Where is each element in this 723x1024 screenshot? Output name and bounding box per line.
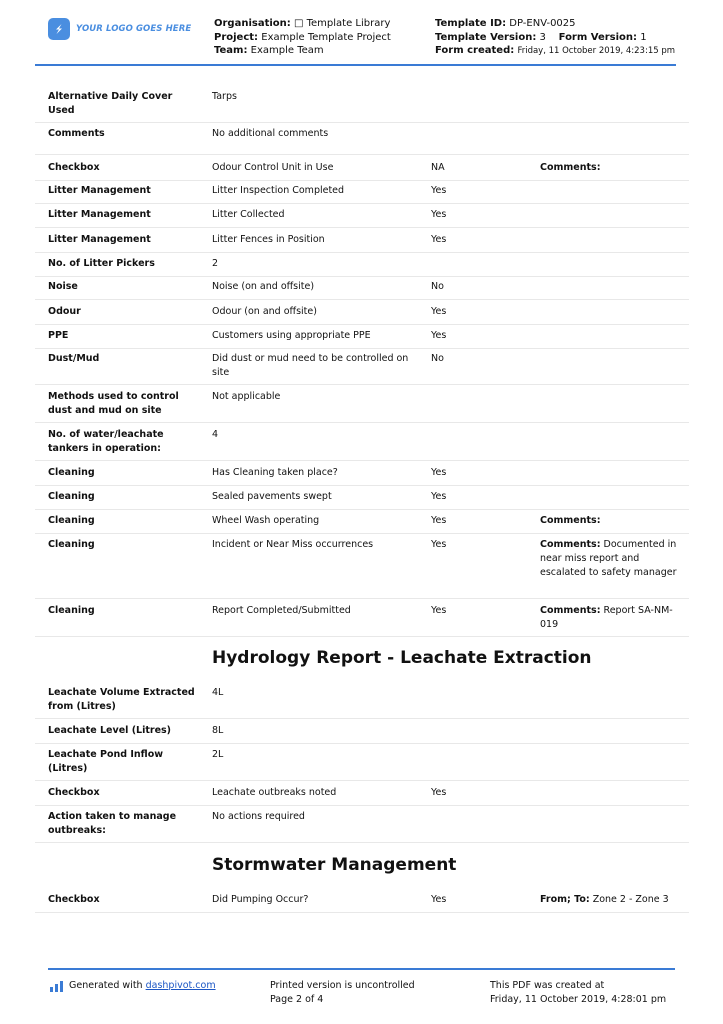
row-item: Report Completed/Submitted: [212, 605, 351, 616]
team-label: Team:: [214, 45, 248, 56]
row-item: Litter Inspection Completed: [212, 185, 345, 196]
footer-generated: [50, 979, 216, 993]
footer-created: [490, 979, 666, 1007]
row-item: Litter Collected: [212, 209, 285, 220]
row-label: Dust/Mud: [48, 353, 100, 364]
row-item: 2: [212, 258, 219, 269]
header-divider: [35, 64, 676, 66]
row-value: Yes: [431, 787, 447, 798]
row-label: Alternative Daily Cover Used: [48, 91, 173, 116]
table-row: [35, 208, 689, 228]
row-item: Litter Fences in Position: [212, 234, 325, 245]
row-comment: [540, 161, 685, 175]
comment-label: Comments:: [540, 515, 601, 526]
comment-label: From; To:: [540, 894, 590, 905]
row-item: Did dust or mud need to be controlled on site: [212, 353, 409, 378]
row-item: Odour (on and offsite): [212, 306, 317, 317]
row-value: Yes: [431, 515, 447, 526]
row-comment: [540, 893, 685, 907]
table-row: [35, 514, 689, 534]
row-item: Not applicable: [212, 391, 281, 402]
row-label: Checkbox: [48, 162, 100, 173]
table-row: [35, 604, 689, 637]
row-value: Yes: [431, 605, 447, 616]
row-item: No additional comments: [212, 128, 329, 139]
row-item: 8L: [212, 725, 224, 736]
row-label: Comments: [48, 128, 105, 139]
row-label: Action taken to manage outbreaks:: [48, 811, 177, 836]
page-number: Page 2 of 4: [270, 994, 324, 1005]
table-row: [35, 305, 689, 325]
comment-label: Comments:: [540, 539, 601, 550]
pdf-created-label: This PDF was created at: [490, 980, 605, 991]
template-version-label: Template Version:: [435, 31, 537, 43]
table-row: [35, 127, 689, 155]
row-label: Checkbox: [48, 787, 100, 798]
row-label: Cleaning: [48, 515, 95, 526]
row-item: Sealed pavements swept: [212, 491, 332, 502]
project-value: Example Template Project: [261, 31, 391, 43]
table-row: [35, 257, 689, 277]
row-item: Noise (on and offsite): [212, 281, 315, 292]
row-item: Has Cleaning taken place?: [212, 467, 338, 478]
row-label: No. of water/leachate tankers in operation:: [48, 429, 164, 454]
row-item: 4L: [212, 687, 224, 698]
section-title-stormwater: Stormwater Management: [212, 855, 457, 875]
row-label: Checkbox: [48, 894, 100, 905]
table-row: [35, 161, 689, 181]
row-item: Incident or Near Miss occurrences: [212, 539, 374, 550]
table-row: [35, 490, 689, 510]
row-value: Yes: [431, 894, 447, 905]
row-label: Cleaning: [48, 605, 95, 616]
comment-text: Report SA-NM-019: [540, 605, 673, 630]
row-value: No: [431, 353, 444, 364]
organisation-label: Organisation:: [214, 18, 291, 29]
table-row: [35, 810, 689, 843]
template-id-label: Template ID:: [435, 18, 507, 29]
section-title-hydrology: Hydrology Report - Leachate Extraction: [212, 648, 592, 668]
row-item: No actions required: [212, 811, 305, 822]
row-label: Leachate Volume Extracted from (Litres): [48, 687, 195, 712]
table-row: [35, 538, 689, 599]
row-value: Yes: [431, 467, 447, 478]
header-org-info: [214, 17, 391, 58]
row-value: No: [431, 281, 444, 292]
table-row: [35, 390, 689, 423]
row-value: NA: [431, 162, 445, 173]
row-item: Wheel Wash operating: [212, 515, 320, 526]
table-row: [35, 686, 689, 719]
row-label: Odour: [48, 306, 81, 317]
team-value: Example Team: [250, 45, 324, 56]
table-row: [35, 329, 689, 349]
row-label: Noise: [48, 281, 78, 292]
row-value: Yes: [431, 306, 447, 317]
footer-divider: [48, 968, 675, 970]
pdf-created-date: Friday, 11 October 2019, 4:28:01 pm: [490, 994, 667, 1005]
row-label: Litter Management: [48, 209, 151, 220]
form-version-value: 1: [640, 31, 647, 43]
dashpivot-link[interactable]: dashpivot.com: [145, 980, 216, 991]
row-value: Yes: [431, 491, 447, 502]
table-row: [35, 233, 689, 253]
row-item: Did Pumping Occur?: [212, 894, 309, 905]
row-value: Yes: [431, 185, 447, 196]
row-label: No. of Litter Pickers: [48, 258, 155, 269]
row-item: Odour Control Unit in Use: [212, 162, 334, 173]
row-item: Customers using appropriate PPE: [212, 330, 371, 341]
form-version-label: Form Version:: [558, 31, 638, 43]
comment-label: Comments:: [540, 162, 601, 173]
row-label: Cleaning: [48, 539, 95, 550]
table-row: [35, 184, 689, 204]
generated-prefix: Generated with: [69, 980, 143, 991]
comment-text: Zone 2 - Zone 3: [592, 894, 669, 905]
row-label: Leachate Level (Litres): [48, 725, 172, 736]
row-label: Leachate Pond Inflow (Litres): [48, 749, 164, 774]
header-template-info: [435, 17, 675, 59]
project-label: Project:: [214, 31, 259, 43]
table-row: [35, 724, 689, 744]
organisation-value: □ Template Library: [293, 18, 391, 29]
table-row: [35, 748, 689, 781]
footer-printed: [270, 979, 415, 1007]
row-value: Yes: [431, 330, 447, 341]
row-comment: [540, 538, 685, 580]
logo-text: YOUR LOGO GOES HERE: [76, 24, 192, 34]
row-comment: [540, 604, 685, 632]
row-label: Cleaning: [48, 491, 95, 502]
row-value: Yes: [431, 234, 447, 245]
form-created-label: Form created:: [435, 45, 515, 56]
company-logo: [48, 18, 191, 40]
row-label: Methods used to control dust and mud on site: [48, 391, 179, 416]
bar-chart-icon: [50, 981, 64, 992]
row-value: Yes: [431, 209, 447, 220]
table-row: [35, 893, 689, 913]
row-label: PPE: [48, 330, 69, 341]
table-row: [35, 280, 689, 300]
table-row: [35, 428, 689, 461]
table-row: [35, 466, 689, 486]
row-comment: [540, 514, 685, 528]
row-item: 2L: [212, 749, 224, 760]
logo-icon: [48, 18, 70, 40]
row-label: Litter Management: [48, 185, 151, 196]
table-row: [35, 90, 689, 123]
table-row: [35, 352, 689, 385]
row-item: Tarps: [212, 91, 237, 102]
comment-text: Documented in near miss report and escalated to safety manager: [540, 539, 677, 578]
row-item: 4: [212, 429, 219, 440]
table-row: [35, 786, 689, 806]
template-id-value: DP-ENV-0025: [509, 18, 576, 29]
row-item: Leachate outbreaks noted: [212, 787, 337, 798]
printed-notice: Printed version is uncontrolled: [270, 980, 415, 991]
template-version-value: 3: [539, 31, 546, 43]
row-label: Litter Management: [48, 234, 151, 245]
row-label: Cleaning: [48, 467, 95, 478]
form-created-value: Friday, 11 October 2019, 4:23:15 pm: [517, 46, 676, 56]
row-value: Yes: [431, 539, 447, 550]
comment-label: Comments:: [540, 605, 601, 616]
